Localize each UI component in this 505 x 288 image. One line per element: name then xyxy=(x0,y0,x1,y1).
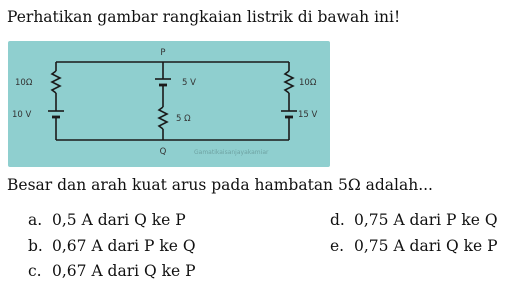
question-text: Perhatikan gambar rangkaian listrik di bawah ini! xyxy=(7,8,401,26)
label-middle-resistor: 5 Ω xyxy=(176,114,191,124)
option-e[interactable] xyxy=(330,237,498,255)
option-c[interactable] xyxy=(28,262,196,280)
circuit-diagram xyxy=(8,41,330,167)
option-c-text: 0,67 A dari Q ke P xyxy=(52,262,196,280)
option-e-letter: e. xyxy=(330,237,345,255)
option-d-text: 0,75 A dari P ke Q xyxy=(354,211,498,229)
label-left-resistor: 10Ω xyxy=(15,78,33,88)
label-q: Q xyxy=(159,147,167,157)
option-b-letter: b. xyxy=(28,237,43,255)
option-d-letter: d. xyxy=(330,211,345,229)
prompt-text: Besar dan arah kuat arus pada hambatan 5Ω adalah... xyxy=(7,176,433,194)
label-right-battery: 15 V xyxy=(298,110,318,120)
option-a[interactable] xyxy=(28,211,186,229)
label-left-battery: 10 V xyxy=(12,110,32,120)
option-d[interactable] xyxy=(330,211,498,229)
option-e-text: 0,75 A dari Q ke P xyxy=(354,237,498,255)
option-b[interactable] xyxy=(28,237,196,255)
label-p: P xyxy=(160,48,166,58)
watermark: Gamatikaisanjayakamiar xyxy=(194,149,269,156)
label-middle-battery: 5 V xyxy=(182,78,196,88)
label-right-resistor: 10Ω xyxy=(299,78,317,88)
option-c-letter: c. xyxy=(28,262,42,280)
option-a-text: 0,5 A dari Q ke P xyxy=(52,211,186,229)
option-b-text: 0,67 A dari P ke Q xyxy=(52,237,196,255)
option-a-letter: a. xyxy=(28,211,43,229)
